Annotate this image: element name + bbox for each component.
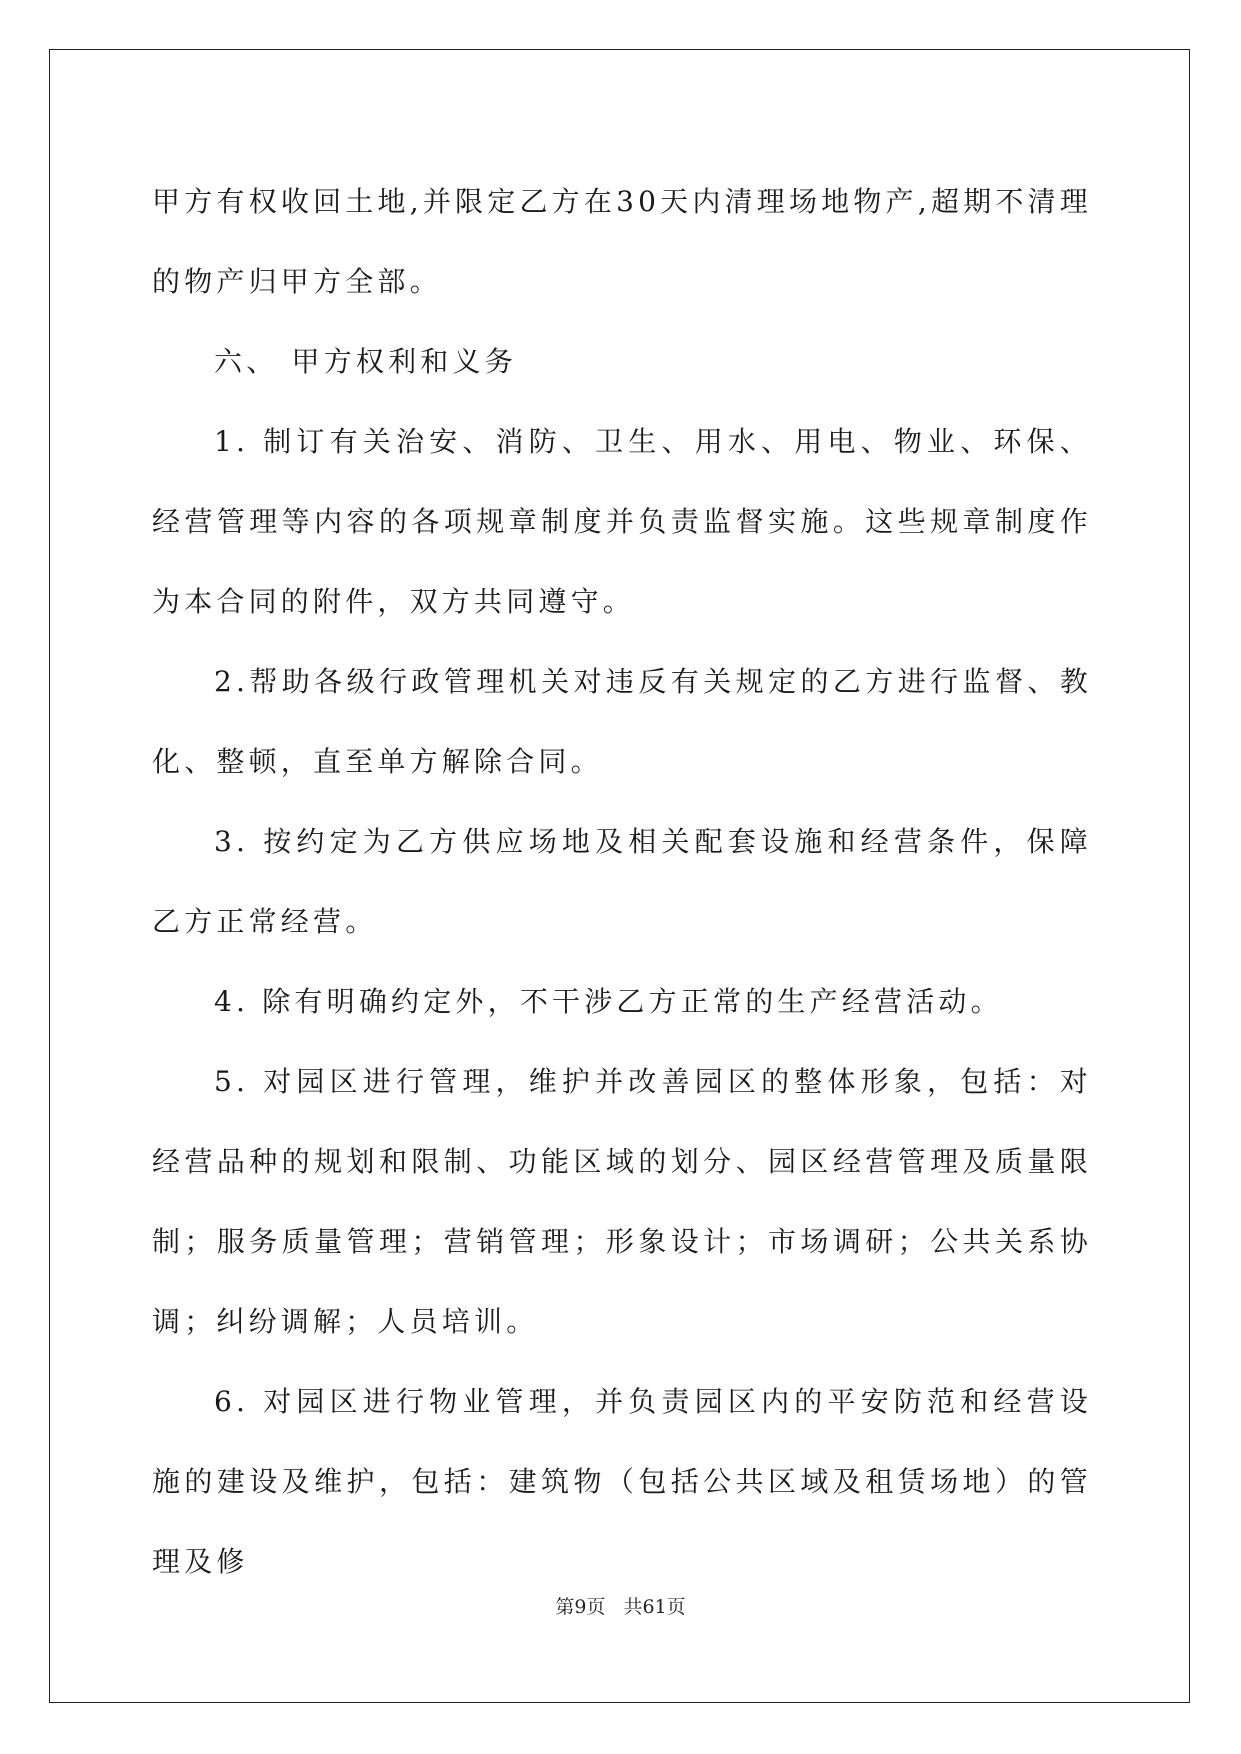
document-body <box>152 162 1092 1602</box>
page-footer <box>0 1592 1241 1619</box>
clause-4: 4. 除有明确约定外，不干涉乙方正常的生产经营活动。 <box>214 985 1003 1018</box>
clause-5: 5. 对园区进行管理，维护并改善园区的整体形象，包括：对经营品种的规划和限制、功能区域的划分、园区经营管理及质量限制；服务质量管理；营销管理；形象设计；市场调研；公共关系协调；纠纷调解；人员培训。 <box>152 1065 1092 1338</box>
clause-2: 2.帮助各级行政管理机关对违反有关规定的乙方进行监督、教化、整顿，直至单方解除合同。 <box>152 665 1092 778</box>
page-number: 第9页 <box>555 1596 606 1618</box>
total-pages: 共61页 <box>623 1596 686 1618</box>
clause-3: 3. 按约定为乙方供应场地及相关配套设施和经营条件，保障乙方正常经营。 <box>152 825 1092 938</box>
clause-1: 1. 制订有关治安、消防、卫生、用水、用电、物业、环保、经营管理等内容的各项规章制度并负责监督实施。这些规章制度作为本合同的附件，双方共同遵守。 <box>152 425 1092 618</box>
clause-6: 6. 对园区进行物业管理，并负责园区内的平安防范和经营设施的建设及维护，包括：建筑物（包括公共区域及租赁场地）的管理及修 <box>152 1385 1092 1578</box>
paragraph-continuation: 甲方有权收回土地,并限定乙方在30天内清理场地物产,超期不清理的物产归甲方全部。 <box>152 185 1092 298</box>
section-heading: 六、 甲方权利和义务 <box>214 345 517 378</box>
